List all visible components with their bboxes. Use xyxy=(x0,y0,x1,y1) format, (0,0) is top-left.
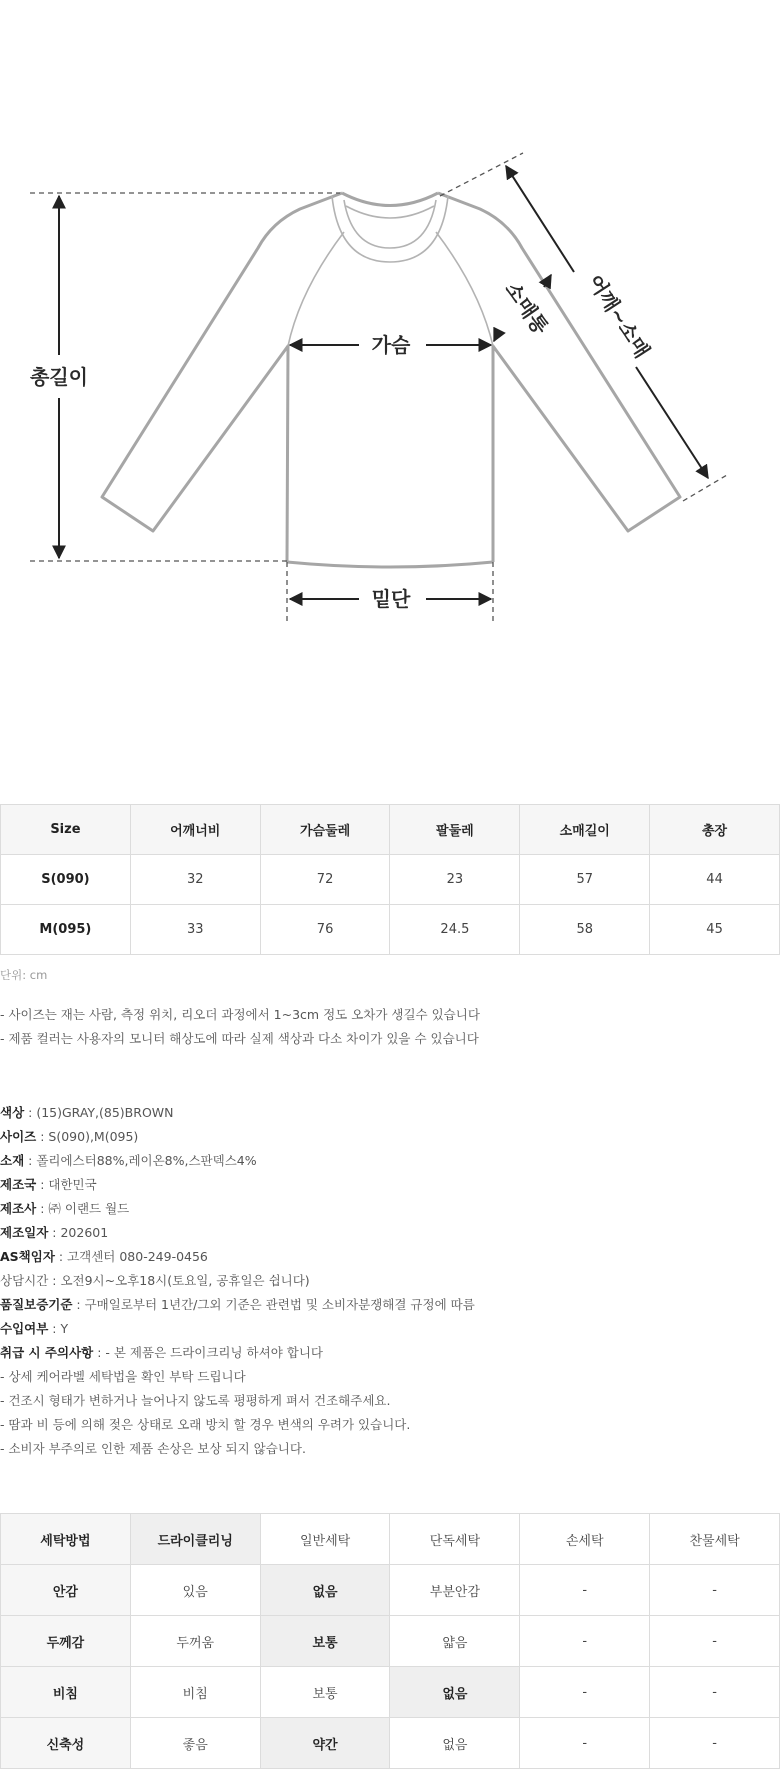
size-header-cell: 어깨너비 xyxy=(130,805,260,855)
table-row xyxy=(1,1667,780,1718)
spec-line xyxy=(0,1389,475,1413)
size-cell: 32 xyxy=(130,855,260,905)
care-row-label: 신축성 xyxy=(1,1718,131,1769)
care-cell: - xyxy=(650,1667,780,1718)
spec-value: - 건조시 형태가 변하거나 늘어나지 않도록 평평하게 펴서 건조해주세요. xyxy=(0,1393,391,1408)
size-cell: 76 xyxy=(260,905,390,955)
care-cell: 좋음 xyxy=(130,1718,260,1769)
size-header-cell: 가슴둘레 xyxy=(260,805,390,855)
size-cell: 44 xyxy=(650,855,780,905)
note-line: - 제품 컬러는 사용자의 모니터 해상도에 따라 실제 색상과 다소 차이가 있을 수 있습니다 xyxy=(0,1031,479,1046)
care-cell: 없음 xyxy=(390,1667,520,1718)
size-cell: 23 xyxy=(390,855,520,905)
care-cell: 부분안감 xyxy=(390,1565,520,1616)
table-row xyxy=(1,1616,780,1667)
table-row xyxy=(1,1565,780,1616)
spec-label: 취급 시 주의사항 xyxy=(0,1345,94,1360)
label-sleeve-width: 소매통 xyxy=(500,277,554,339)
care-cell: 얇음 xyxy=(390,1616,520,1667)
care-header-cell: 단독세탁 xyxy=(390,1514,520,1565)
label-total-length: 총길이 xyxy=(30,365,88,389)
size-guide-diagram xyxy=(0,0,780,720)
table-row xyxy=(1,1718,780,1769)
spec-line xyxy=(0,1245,475,1269)
note-line: - 사이즈는 재는 사람, 측정 위치, 리오더 과정에서 1~3cm 정도 오차가 생길수 있습니다 xyxy=(0,1007,480,1022)
spec-line xyxy=(0,1125,475,1149)
spec-value: : - 본 제품은 드라이크리닝 하셔야 합니다 xyxy=(93,1345,323,1360)
size-cell: 24.5 xyxy=(390,905,520,955)
care-row-label: 안감 xyxy=(1,1565,131,1616)
care-table-header-row xyxy=(1,1514,780,1565)
spec-label: 소재 xyxy=(0,1153,25,1168)
care-cell: - xyxy=(650,1565,780,1616)
spec-line xyxy=(0,1197,475,1221)
care-cell: - xyxy=(520,1667,650,1718)
size-cell: 58 xyxy=(520,905,650,955)
care-row-label: 두께감 xyxy=(1,1616,131,1667)
spec-value: : S(090),M(095) xyxy=(36,1129,139,1144)
size-table-header-row xyxy=(1,805,780,855)
spec-label: AS책임자 xyxy=(0,1249,55,1264)
spec-label: 제조국 xyxy=(0,1177,37,1192)
label-hem: 밑단 xyxy=(371,587,411,611)
care-cell: 약간 xyxy=(260,1718,390,1769)
size-cell: 33 xyxy=(130,905,260,955)
care-cell: 비침 xyxy=(130,1667,260,1718)
spec-value: - 소비자 부주의로 인한 제품 손상은 보상 되지 않습니다. xyxy=(0,1441,306,1456)
size-header-cell: 총장 xyxy=(650,805,780,855)
care-cell: 있음 xyxy=(130,1565,260,1616)
size-cell: S(090) xyxy=(1,855,131,905)
spec-line xyxy=(0,1365,475,1389)
spec-value: - 상세 케어라벨 세탁법을 확인 부탁 드립니다 xyxy=(0,1369,246,1384)
spec-label: 색상 xyxy=(0,1105,25,1120)
table-row xyxy=(1,855,780,905)
spec-line xyxy=(0,1293,475,1317)
spec-value: : 구매일로부터 1년간/그외 기준은 관련법 및 소비자분쟁해결 규정에 따름 xyxy=(72,1297,475,1312)
size-header-cell: 소매길이 xyxy=(520,805,650,855)
spec-label: 사이즈 xyxy=(0,1129,37,1144)
spec-value: - 땀과 비 등에 의해 젖은 상태로 오래 방치 할 경우 변색의 우려가 있습니다. xyxy=(0,1417,411,1432)
spec-label: 품질보증기준 xyxy=(0,1297,73,1312)
size-table xyxy=(0,804,780,955)
sweater-illustration xyxy=(102,193,680,567)
care-header-cell: 손세탁 xyxy=(520,1514,650,1565)
spec-line xyxy=(0,1317,475,1341)
care-cell: 두꺼움 xyxy=(130,1616,260,1667)
label-shoulder-sleeve: 어깨~소매 xyxy=(583,270,655,363)
spec-label: 제조일자 xyxy=(0,1225,49,1240)
size-cell: M(095) xyxy=(1,905,131,955)
care-cell: - xyxy=(650,1616,780,1667)
spec-line xyxy=(0,1149,475,1173)
size-notes xyxy=(0,1003,480,1051)
care-cell: 없음 xyxy=(260,1565,390,1616)
spec-value: : 202601 xyxy=(48,1225,109,1240)
size-cell: 45 xyxy=(650,905,780,955)
spec-value: : Y xyxy=(48,1321,69,1336)
spec-line xyxy=(0,1269,475,1293)
care-cell: - xyxy=(520,1718,650,1769)
spec-value: : 고객센터 080-249-0456 xyxy=(54,1249,208,1264)
spec-label: 제조사 xyxy=(0,1201,37,1216)
label-chest: 가슴 xyxy=(371,333,411,357)
care-header-cell: 찬물세탁 xyxy=(650,1514,780,1565)
spec-label: 수입여부 xyxy=(0,1321,49,1336)
care-cell: - xyxy=(520,1565,650,1616)
product-specs xyxy=(0,1101,475,1461)
spec-value: : 폴리에스터88%,레이온8%,스판덱스4% xyxy=(24,1153,257,1168)
care-row-label: 비침 xyxy=(1,1667,131,1718)
size-header-cell: 팔둘레 xyxy=(390,805,520,855)
care-header-cell: 일반세탁 xyxy=(260,1514,390,1565)
care-cell: 보통 xyxy=(260,1667,390,1718)
spec-line xyxy=(0,1413,475,1437)
care-cell: - xyxy=(650,1718,780,1769)
care-cell: 보통 xyxy=(260,1616,390,1667)
care-header-cell: 드라이클리닝 xyxy=(130,1514,260,1565)
table-row xyxy=(1,905,780,955)
spec-line xyxy=(0,1101,475,1125)
care-header-cell: 세탁방법 xyxy=(1,1514,131,1565)
spec-line xyxy=(0,1437,475,1461)
size-cell: 72 xyxy=(260,855,390,905)
spec-value: : (15)GRAY,(85)BROWN xyxy=(24,1105,174,1120)
unit-note: 단위: cm xyxy=(0,968,48,982)
size-cell: 57 xyxy=(520,855,650,905)
spec-value: : 대한민국 xyxy=(36,1177,97,1192)
spec-line xyxy=(0,1341,475,1365)
spec-value: 상담시간 : 오전9시~오후18시(토요일, 공휴일은 쉽니다) xyxy=(0,1273,310,1288)
spec-line xyxy=(0,1173,475,1197)
care-cell: - xyxy=(520,1616,650,1667)
spec-value: : ㈜ 이랜드 월드 xyxy=(36,1201,130,1216)
size-header-cell: Size xyxy=(1,805,131,855)
care-cell: 없음 xyxy=(390,1718,520,1769)
care-table xyxy=(0,1513,780,1769)
spec-line xyxy=(0,1221,475,1245)
